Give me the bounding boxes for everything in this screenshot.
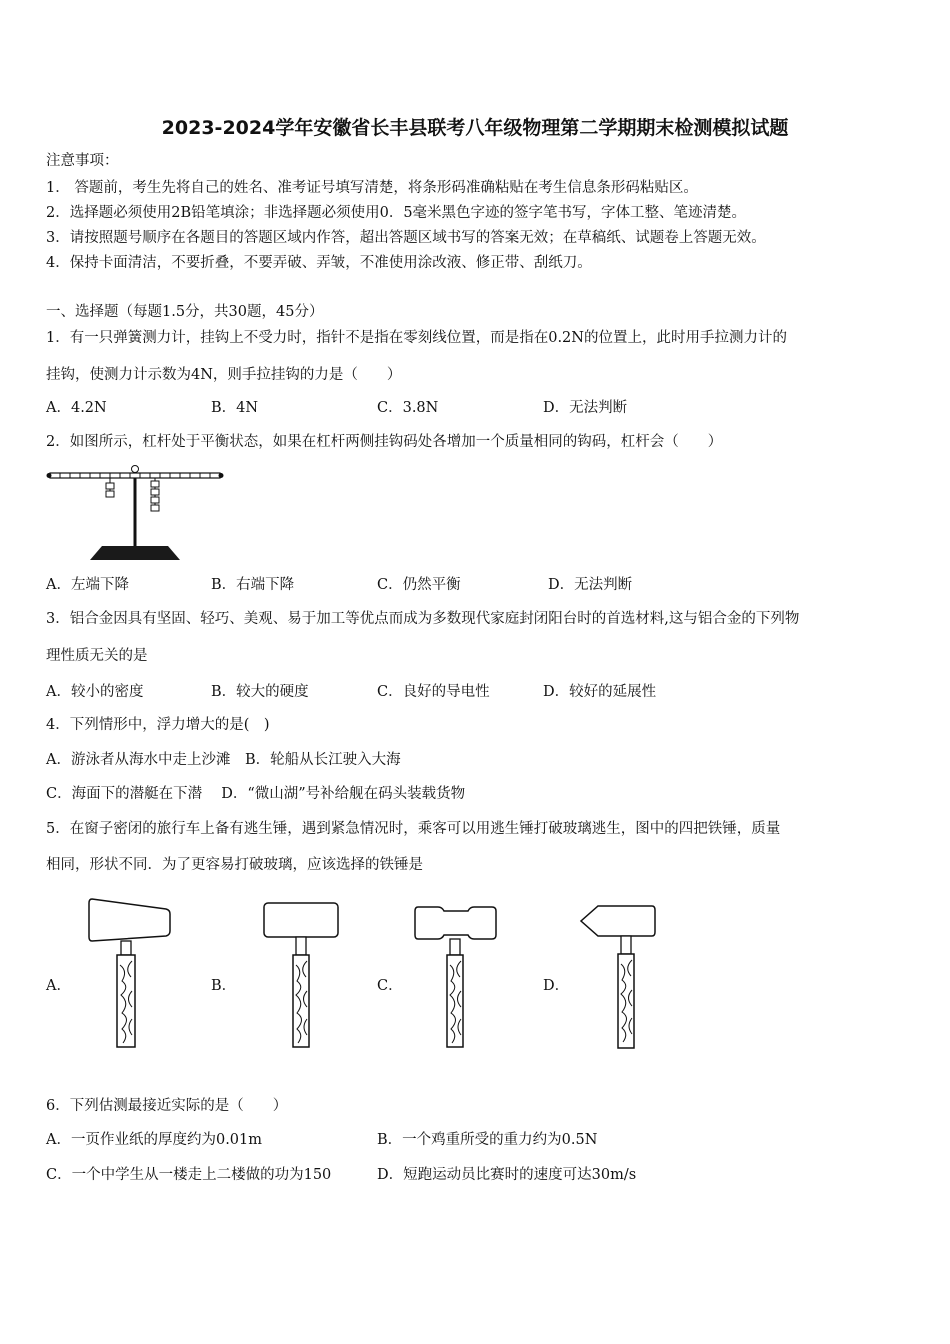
- q4-options-cd: C．海面下的潜艇在下潜 D．“微山湖”号补给舰在码头装载货物: [46, 786, 466, 802]
- q1-option-a: A．4.2N: [46, 400, 107, 416]
- q5-option-c: C．: [377, 978, 403, 994]
- q1-option-d: D．无法判断: [543, 400, 628, 416]
- hammer-d-figure: [578, 902, 658, 1052]
- q2-option-b: B．右端下降: [211, 577, 295, 593]
- q2-option-d: D．无法判断: [548, 577, 633, 593]
- hammer-b-figure: [262, 897, 342, 1050]
- q6-option-a: A．一页作业纸的厚度约为0.01m: [46, 1132, 263, 1148]
- question-1-stem: 1．有一只弹簧测力计，挂钩上不受力时，指针不是指在零刻线位置，而是指在0.2N的位置上，此时用手拉测力计的: [46, 330, 787, 346]
- q3-option-a: A．较小的密度: [46, 684, 144, 700]
- question-3-stem: 3．铝合金因具有坚固、轻巧、美观、易于加工等优点而成为多数现代家庭封闭阳台时的首选材料,这与铝合金的下列物: [46, 611, 800, 627]
- q3-option-c: C．良好的导电性: [377, 684, 490, 700]
- q6-option-d: D．短跑运动员比赛时的速度可达30m/s: [377, 1167, 637, 1183]
- page-title: 2023-2024学年安徽省长丰县联考八年级物理第二学期期末检测模拟试题: [161, 117, 789, 139]
- q2-option-c: C．仍然平衡: [377, 577, 461, 593]
- question-1-stem-cont: 挂钩，使测力计示数为4N，则手拉挂钩的力是（ ）: [46, 367, 402, 383]
- q6-option-b: B．一个鸡重所受的重力约为0.5N: [377, 1132, 598, 1148]
- q3-option-d: D．较好的延展性: [543, 684, 657, 700]
- question-6-stem: 6．下列估测最接近实际的是（ ）: [46, 1098, 288, 1114]
- hammer-c-figure: [414, 903, 498, 1051]
- q2-option-a: A．左端下降: [46, 577, 129, 593]
- q4-options-ab: A．游泳者从海水中走上沙滩 B．轮船从长江驶入大海: [46, 752, 401, 768]
- q6-option-c: C．一个中学生从一楼走上二楼做的功为150: [46, 1167, 332, 1183]
- q5-option-b: B．: [211, 978, 237, 994]
- notice-item: 1． 答题前，考生先将自己的姓名、准考证号填写清楚，将条形码准确粘贴在考生信息条形码粘贴区。: [46, 180, 698, 196]
- q1-option-b: B．4N: [211, 400, 259, 416]
- question-2-stem: 2．如图所示，杠杆处于平衡状态，如果在杠杆两侧挂钩码处各增加一个质量相同的钩码，杠杆会（ ）: [46, 434, 723, 450]
- notice-item: 4．保持卡面清洁，不要折叠，不要弄破、弄皱，不准使用涂改液、修正带、刮纸刀。: [46, 255, 592, 271]
- question-5-stem: 5．在窗子密闭的旅行车上备有逃生锤，遇到紧急情况时，乘客可以用逃生锤打破玻璃逃生，图中的四把铁锤，质量: [46, 821, 781, 837]
- q5-option-a: A．: [46, 978, 71, 994]
- q1-option-c: C．3.8N: [377, 400, 439, 416]
- q5-option-d: D．: [543, 978, 570, 994]
- notice-item: 2．选择题必须使用2B铅笔填涂；非选择题必须使用0．5毫米黑色字迹的签字笔书写，字体工整、笔迹清楚。: [46, 205, 747, 221]
- notice-heading: 注意事项：: [46, 153, 119, 169]
- section-heading: 一、选择题（每题1.5分，共30题，45分）: [46, 304, 324, 320]
- lever-figure: [46, 462, 236, 566]
- notice-item: 3．请按照题号顺序在各题目的答题区域内作答，超出答题区域书写的答案无效；在草稿纸、试题卷上答题无效。: [46, 230, 766, 246]
- question-4-stem: 4．下列情形中，浮力增大的是( ): [46, 717, 270, 733]
- q3-option-b: B．较大的硬度: [211, 684, 309, 700]
- hammer-a-figure: [86, 895, 172, 1050]
- question-3-stem-cont: 理性质无关的是: [46, 648, 148, 664]
- question-5-stem-cont: 相同，形状不同．为了更容易打破玻璃，应该选择的铁锤是: [46, 857, 423, 873]
